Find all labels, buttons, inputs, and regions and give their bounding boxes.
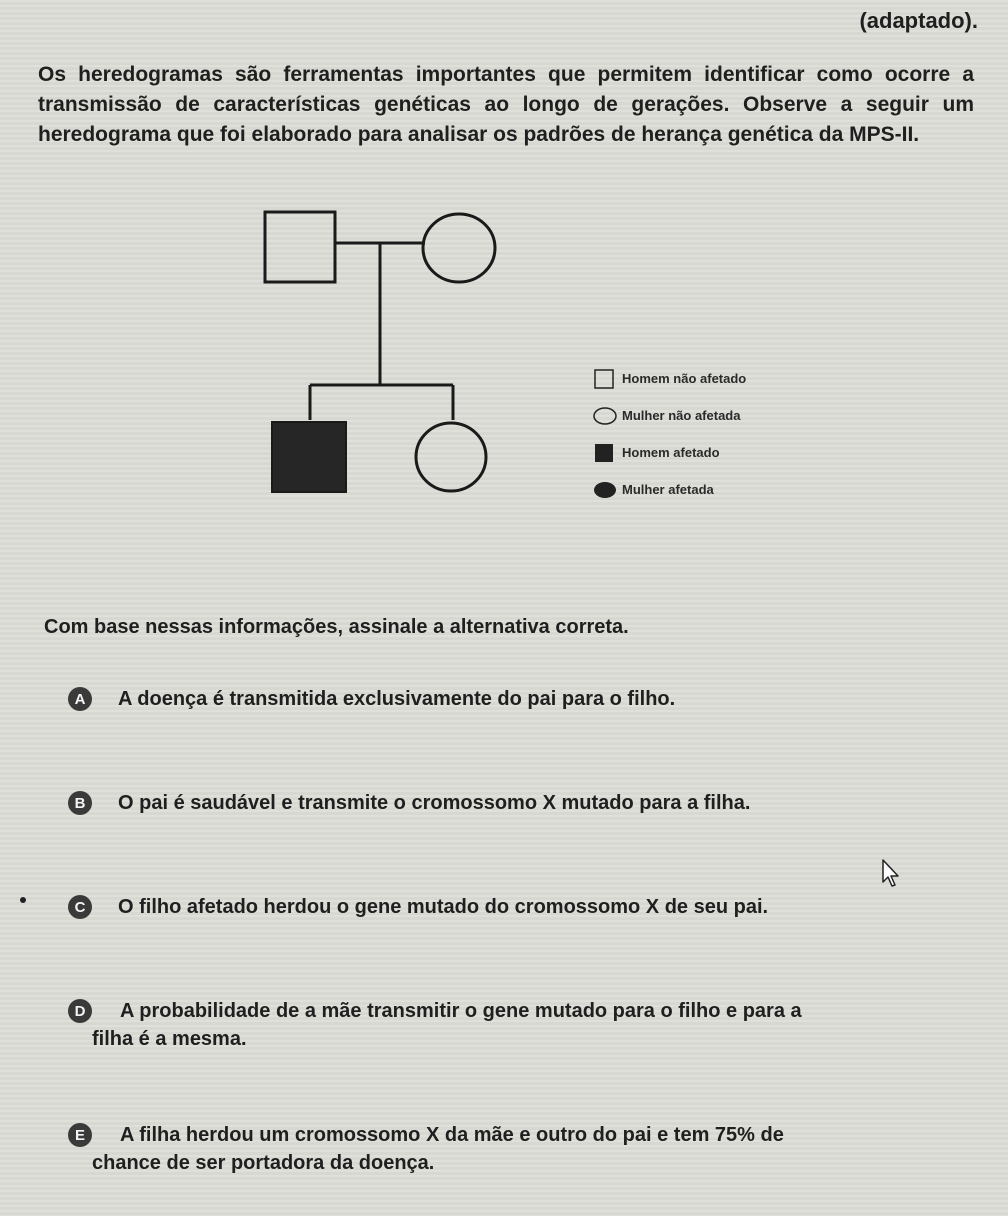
mouse-cursor-icon: [880, 858, 904, 888]
option-text: O filho afetado herdou o gene mutado do cromossomo X de seu pai.: [118, 896, 769, 918]
option-text-line: filha é a mesma.: [92, 1028, 247, 1050]
source-note: (adaptado).: [859, 8, 978, 33]
option-text: [92, 997, 802, 1053]
option-d[interactable]: [68, 997, 938, 1053]
question-prompt: Com base nessas informações, assinale a alternativa correta.: [44, 616, 629, 638]
option-b[interactable]: [68, 789, 938, 817]
option-text-line: A probabilidade de a mãe transmitir o gene mutado para o filho e para a: [120, 1000, 802, 1022]
legend-label: Mulher não afetada: [622, 408, 741, 423]
father-symbol: [265, 212, 335, 282]
option-text-line: A filha herdou um cromossomo X da mãe e outro do pai e tem 75% de: [120, 1124, 784, 1146]
intro-paragraph: Os heredogramas são ferramentas importantes que permitem identificar como ocorre a transmissão de características genéticas ao longo de gerações. Observe a seguir um heredograma que foi elaborado para analisar os padrões de herança genética da MPS-II.: [38, 63, 974, 146]
unaffected-female-icon: [592, 405, 618, 427]
legend-item: [592, 434, 746, 471]
option-a[interactable]: [68, 685, 938, 713]
option-text: A doença é transmitida exclusivamente do pai para o filho.: [118, 688, 676, 710]
option-c[interactable]: [68, 893, 938, 921]
affected-son-symbol: [272, 422, 346, 492]
legend-label: Homem afetado: [622, 445, 720, 460]
legend-item: [592, 471, 746, 508]
option-badge: A: [68, 687, 92, 711]
side-dot: [20, 897, 26, 903]
legend: [592, 360, 746, 508]
affected-male-icon: [592, 442, 618, 464]
option-badge: B: [68, 791, 92, 815]
legend-item: [592, 360, 746, 397]
mother-symbol: [423, 214, 495, 282]
legend-label: Homem não afetado: [622, 371, 747, 386]
option-e[interactable]: [68, 1121, 938, 1177]
daughter-symbol: [416, 423, 486, 491]
option-badge: E: [68, 1123, 92, 1147]
pedigree-chart: [255, 200, 515, 500]
affected-female-icon: [592, 479, 618, 501]
option-text: O pai é saudável e transmite o cromossomo X mutado para a filha.: [118, 792, 751, 814]
legend-item: [592, 397, 746, 434]
legend-label: Mulher afetada: [622, 482, 714, 497]
unaffected-male-icon: [592, 368, 618, 390]
option-badge: D: [68, 999, 92, 1023]
option-text: [92, 1121, 784, 1177]
option-badge: C: [68, 895, 92, 919]
option-text-line: chance de ser portadora da doença.: [92, 1152, 435, 1174]
